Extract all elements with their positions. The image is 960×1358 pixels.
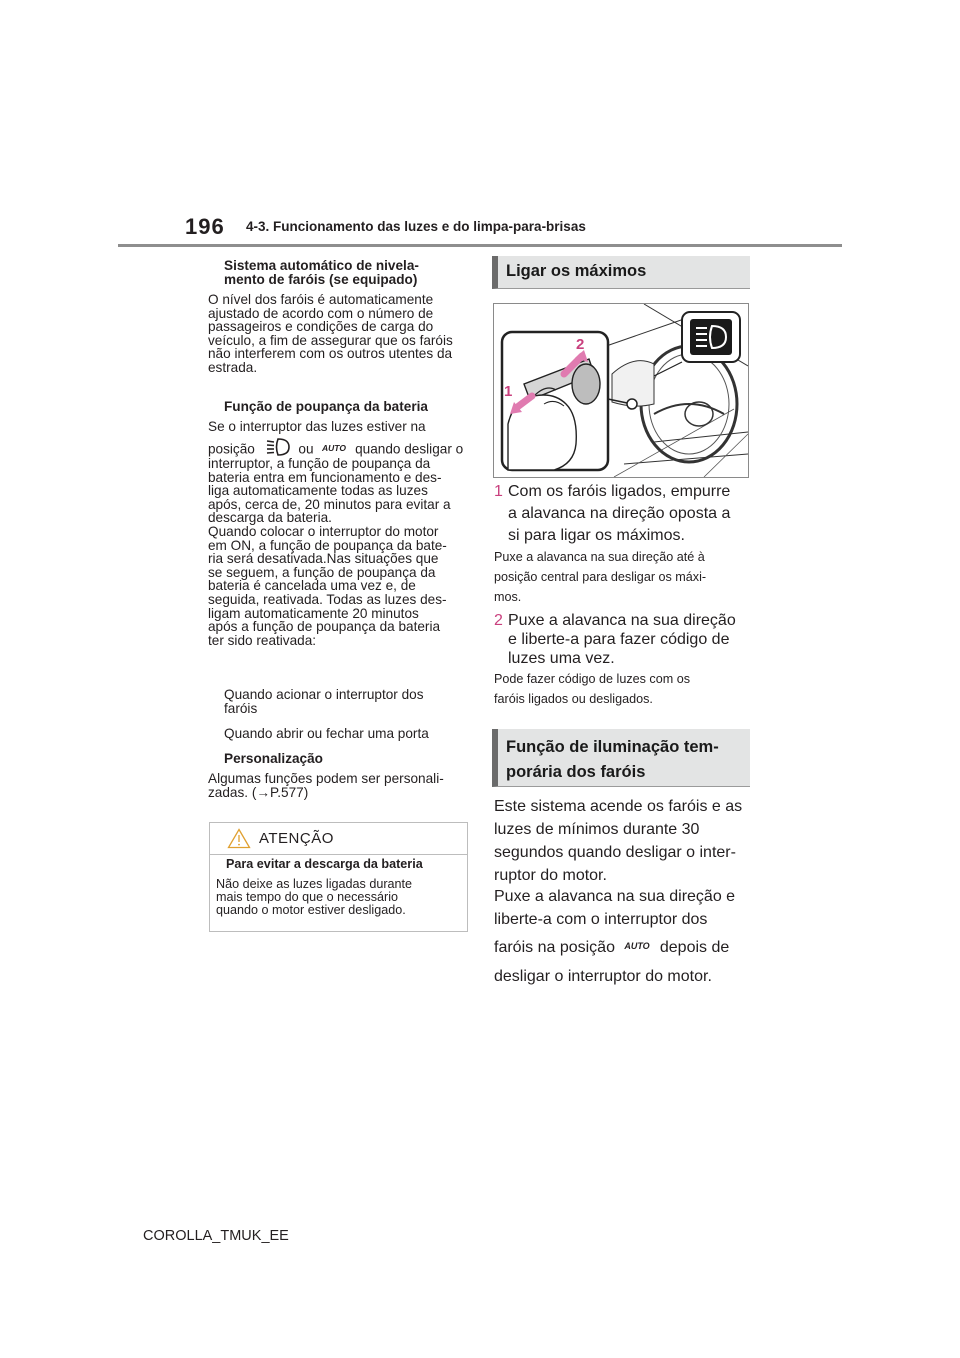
auto-icon	[623, 938, 651, 958]
step-number: 1	[494, 483, 503, 500]
warning-body: Não deixe as luzes ligadas durante mais tempo do que o necessário quando o motor estiver desligado.	[216, 877, 413, 917]
header-rule	[118, 244, 842, 247]
bullet-item: Quando abrir ou fechar uma porta	[224, 726, 429, 741]
step-2-note: Pode fazer código de luzes com os faróis ligados ou desligados.	[494, 672, 691, 706]
customization-heading: Personalização	[224, 751, 323, 766]
figure-label-2: 2	[576, 336, 585, 353]
step-number: 2	[494, 612, 503, 629]
chapter-title: 4-3. Funcionamento das luzes e do limpa-para-brisas	[246, 219, 586, 234]
battery-saver-body: interruptor, a função de poupança da bateria entra em funcionamento e des- liga automaticamente todas as luzes após, cerca de, 20 minutos para evitar a descarga da bateria. Quando colocar o interruptor do motor em ON, a função de poupança da bate- ria será desativada.Nas situações que se seguem, a função de poupança da bateria é cancelada uma vez e, de seguida, reativada. Todas as luzes des- ligam automaticamente 20 minutos após a função de poupança da bateria ter sido reativada:	[208, 456, 451, 648]
warning-subtitle: Para evitar a descarga da bateria	[226, 857, 423, 871]
warning-triangle-icon	[227, 828, 251, 854]
auto-leveling-body: O nível dos faróis é automaticamente ajustado de acordo com o número de passageiros e condições de carga do veículo, a fim de assegurar que os faróis não interferem com os outros utentes da estrada.	[208, 292, 453, 375]
section-title: Ligar os máximos	[506, 262, 647, 280]
lever-illustration	[493, 303, 749, 478]
figure-label-1: 1	[504, 383, 513, 400]
auto-leveling-heading: Sistema automático de nivela- mento de faróis (se equipado)	[224, 258, 419, 287]
bullet-item: Quando acionar o interruptor dos faróis	[224, 687, 424, 716]
light-function-last-line: desligar o interruptor do motor.	[494, 968, 712, 985]
step-1: 1 Com os faróis ligados, empurre a alavanca na direção oposta a si para ligar os máximos.	[494, 483, 731, 544]
battery-saver-heading: Função de poupança da bateria	[224, 399, 428, 414]
page-number: 196	[185, 214, 225, 239]
warning-title: ATENÇÃO	[259, 830, 334, 847]
section-high-beam-header	[492, 256, 750, 289]
warning-box	[209, 822, 468, 932]
battery-saver-line1: Se o interruptor das luzes estiver na	[208, 419, 426, 434]
section-title: Função de iluminação tem- porária dos faróis	[506, 738, 719, 781]
battery-saver-position-line: posição ou AUTO quando desligar o	[208, 437, 470, 457]
customization-body: Algumas funções podem ser personali- zadas. (→P.577)	[208, 771, 444, 800]
warning-header	[210, 823, 467, 855]
step-1-note: Puxe a alavanca na sua direção até à posição central para desligar os máxi- mos.	[494, 550, 707, 604]
footer-model-code: COROLLA_TMUK_EE	[143, 1228, 289, 1244]
step-2: 2 Puxe a alavanca na sua direção e liberte-a para fazer código de luzes uma vez.	[494, 612, 736, 667]
light-function-position-line: faróis na posição AUTO depois de	[494, 939, 730, 957]
light-function-body: Este sistema acende os faróis e as luzes de mínimos durante 30 segundos quando desligar o inter- ruptor do motor.	[494, 798, 743, 884]
svg-text:AUTO: AUTO	[322, 443, 347, 453]
svg-text:AUTO: AUTO	[624, 941, 651, 951]
section-light-function-header	[492, 729, 750, 787]
light-function-instruction: Puxe a alavanca na sua direção e liberte-a com o interruptor dos	[494, 888, 736, 928]
